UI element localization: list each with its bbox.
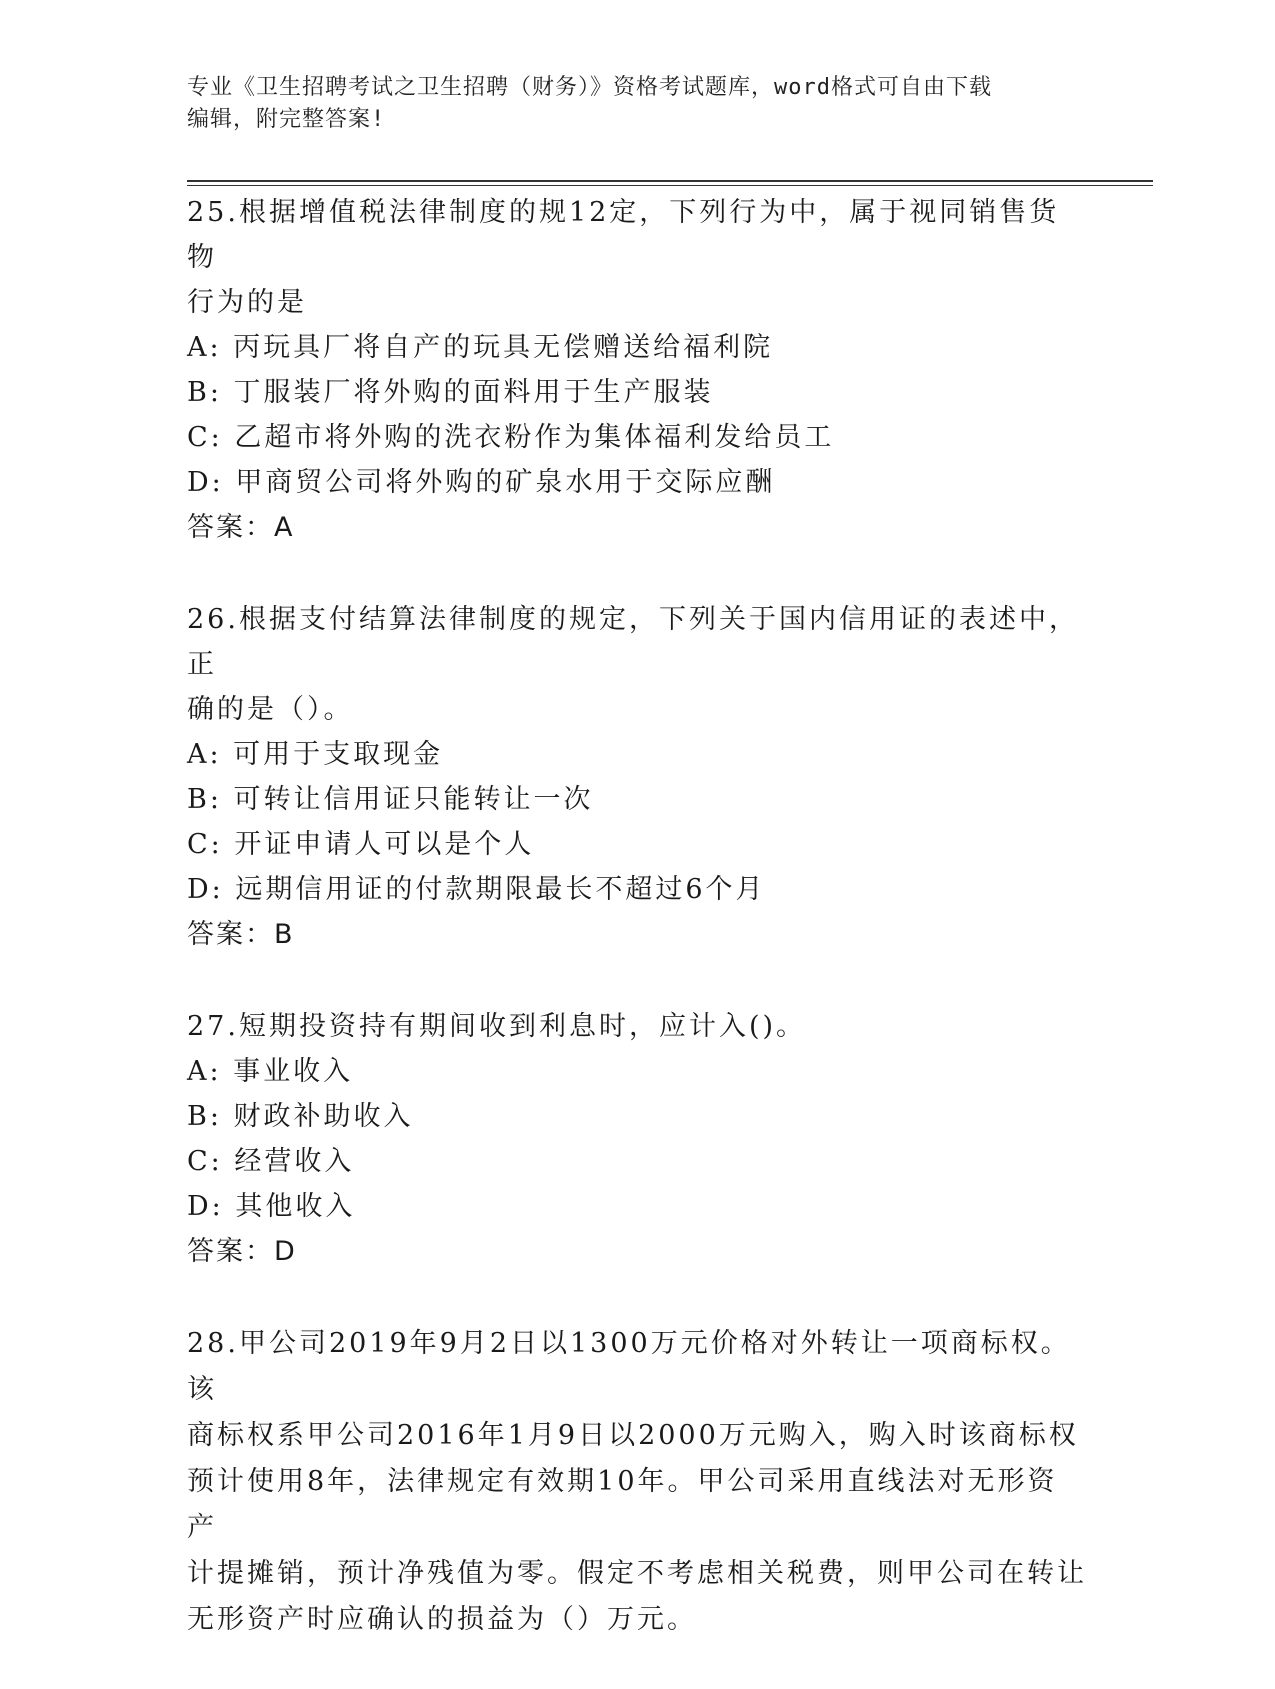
document-header: [187, 72, 1087, 136]
question-stem-line: 27.短期投资持有期间收到利息时，应计入()。: [187, 1011, 807, 1042]
answer: 答案：A: [187, 512, 295, 543]
option-d: D: 远期信用证的付款期限最长不超过6个月: [187, 874, 766, 905]
option-c: C: 乙超市将外购的洗衣粉作为集体福利发给员工: [187, 422, 835, 453]
question-stem-line: 商标权系甲公司2016年1月9日以2000万元购入，购入时该商标权: [187, 1420, 1079, 1451]
question-stem-line: 行为的是: [187, 287, 307, 318]
answer: 答案：B: [187, 919, 295, 950]
option-a: A: 事业收入: [187, 1056, 354, 1087]
header-line-1: 专业《卫生招聘考试之卫生招聘（财务）》资格考试题库，word格式可自由下载: [187, 75, 992, 100]
question-stem-line: 计提摊销，预计净残值为零。假定不考虑相关税费，则甲公司在转让: [187, 1558, 1087, 1589]
answer: 答案：D: [187, 1236, 297, 1267]
header-divider-thick: [187, 180, 1153, 182]
option-d: D: 甲商贸公司将外购的矿泉水用于交际应酬: [187, 467, 776, 498]
option-c: C: 开证申请人可以是个人: [187, 829, 535, 860]
header-line-2: 编辑，附完整答案!: [187, 107, 386, 132]
question-stem-line: 确的是（）。: [187, 694, 354, 725]
header-divider-thin: [187, 185, 1153, 186]
question-stem-line: 25.根据增值税法律制度的规12定，下列行为中，属于视同销售货物: [187, 197, 1060, 273]
option-a: A: 可用于支取现金: [187, 739, 444, 770]
question-25: [187, 190, 1087, 551]
question-list: [187, 190, 1087, 1689]
question-stem-line: 28.甲公司2019年9月2日以1300万元价格对外转让一项商标权。该: [187, 1328, 1071, 1405]
option-b: B: 丁服装厂将外购的面料用于生产服装: [187, 377, 714, 408]
question-28: [187, 1321, 1087, 1643]
question-stem-line: 预计使用8年，法律规定有效期10年。甲公司采用直线法对无形资产: [187, 1466, 1058, 1543]
option-b: B: 可转让信用证只能转让一次: [187, 784, 594, 815]
question-stem-line: 无形资产时应确认的损益为（）万元。: [187, 1604, 697, 1635]
option-d: D: 其他收入: [187, 1191, 356, 1222]
option-c: C: 经营收入: [187, 1146, 355, 1177]
option-a: A: 丙玩具厂将自产的玩具无偿赠送给福利院: [187, 332, 774, 363]
option-b: B: 财政补助收入: [187, 1101, 414, 1132]
question-26: [187, 597, 1087, 958]
question-stem-line: 26.根据支付结算法律制度的规定，下列关于国内信用证的表述中，正: [187, 604, 1079, 680]
question-27: [187, 1004, 1087, 1275]
